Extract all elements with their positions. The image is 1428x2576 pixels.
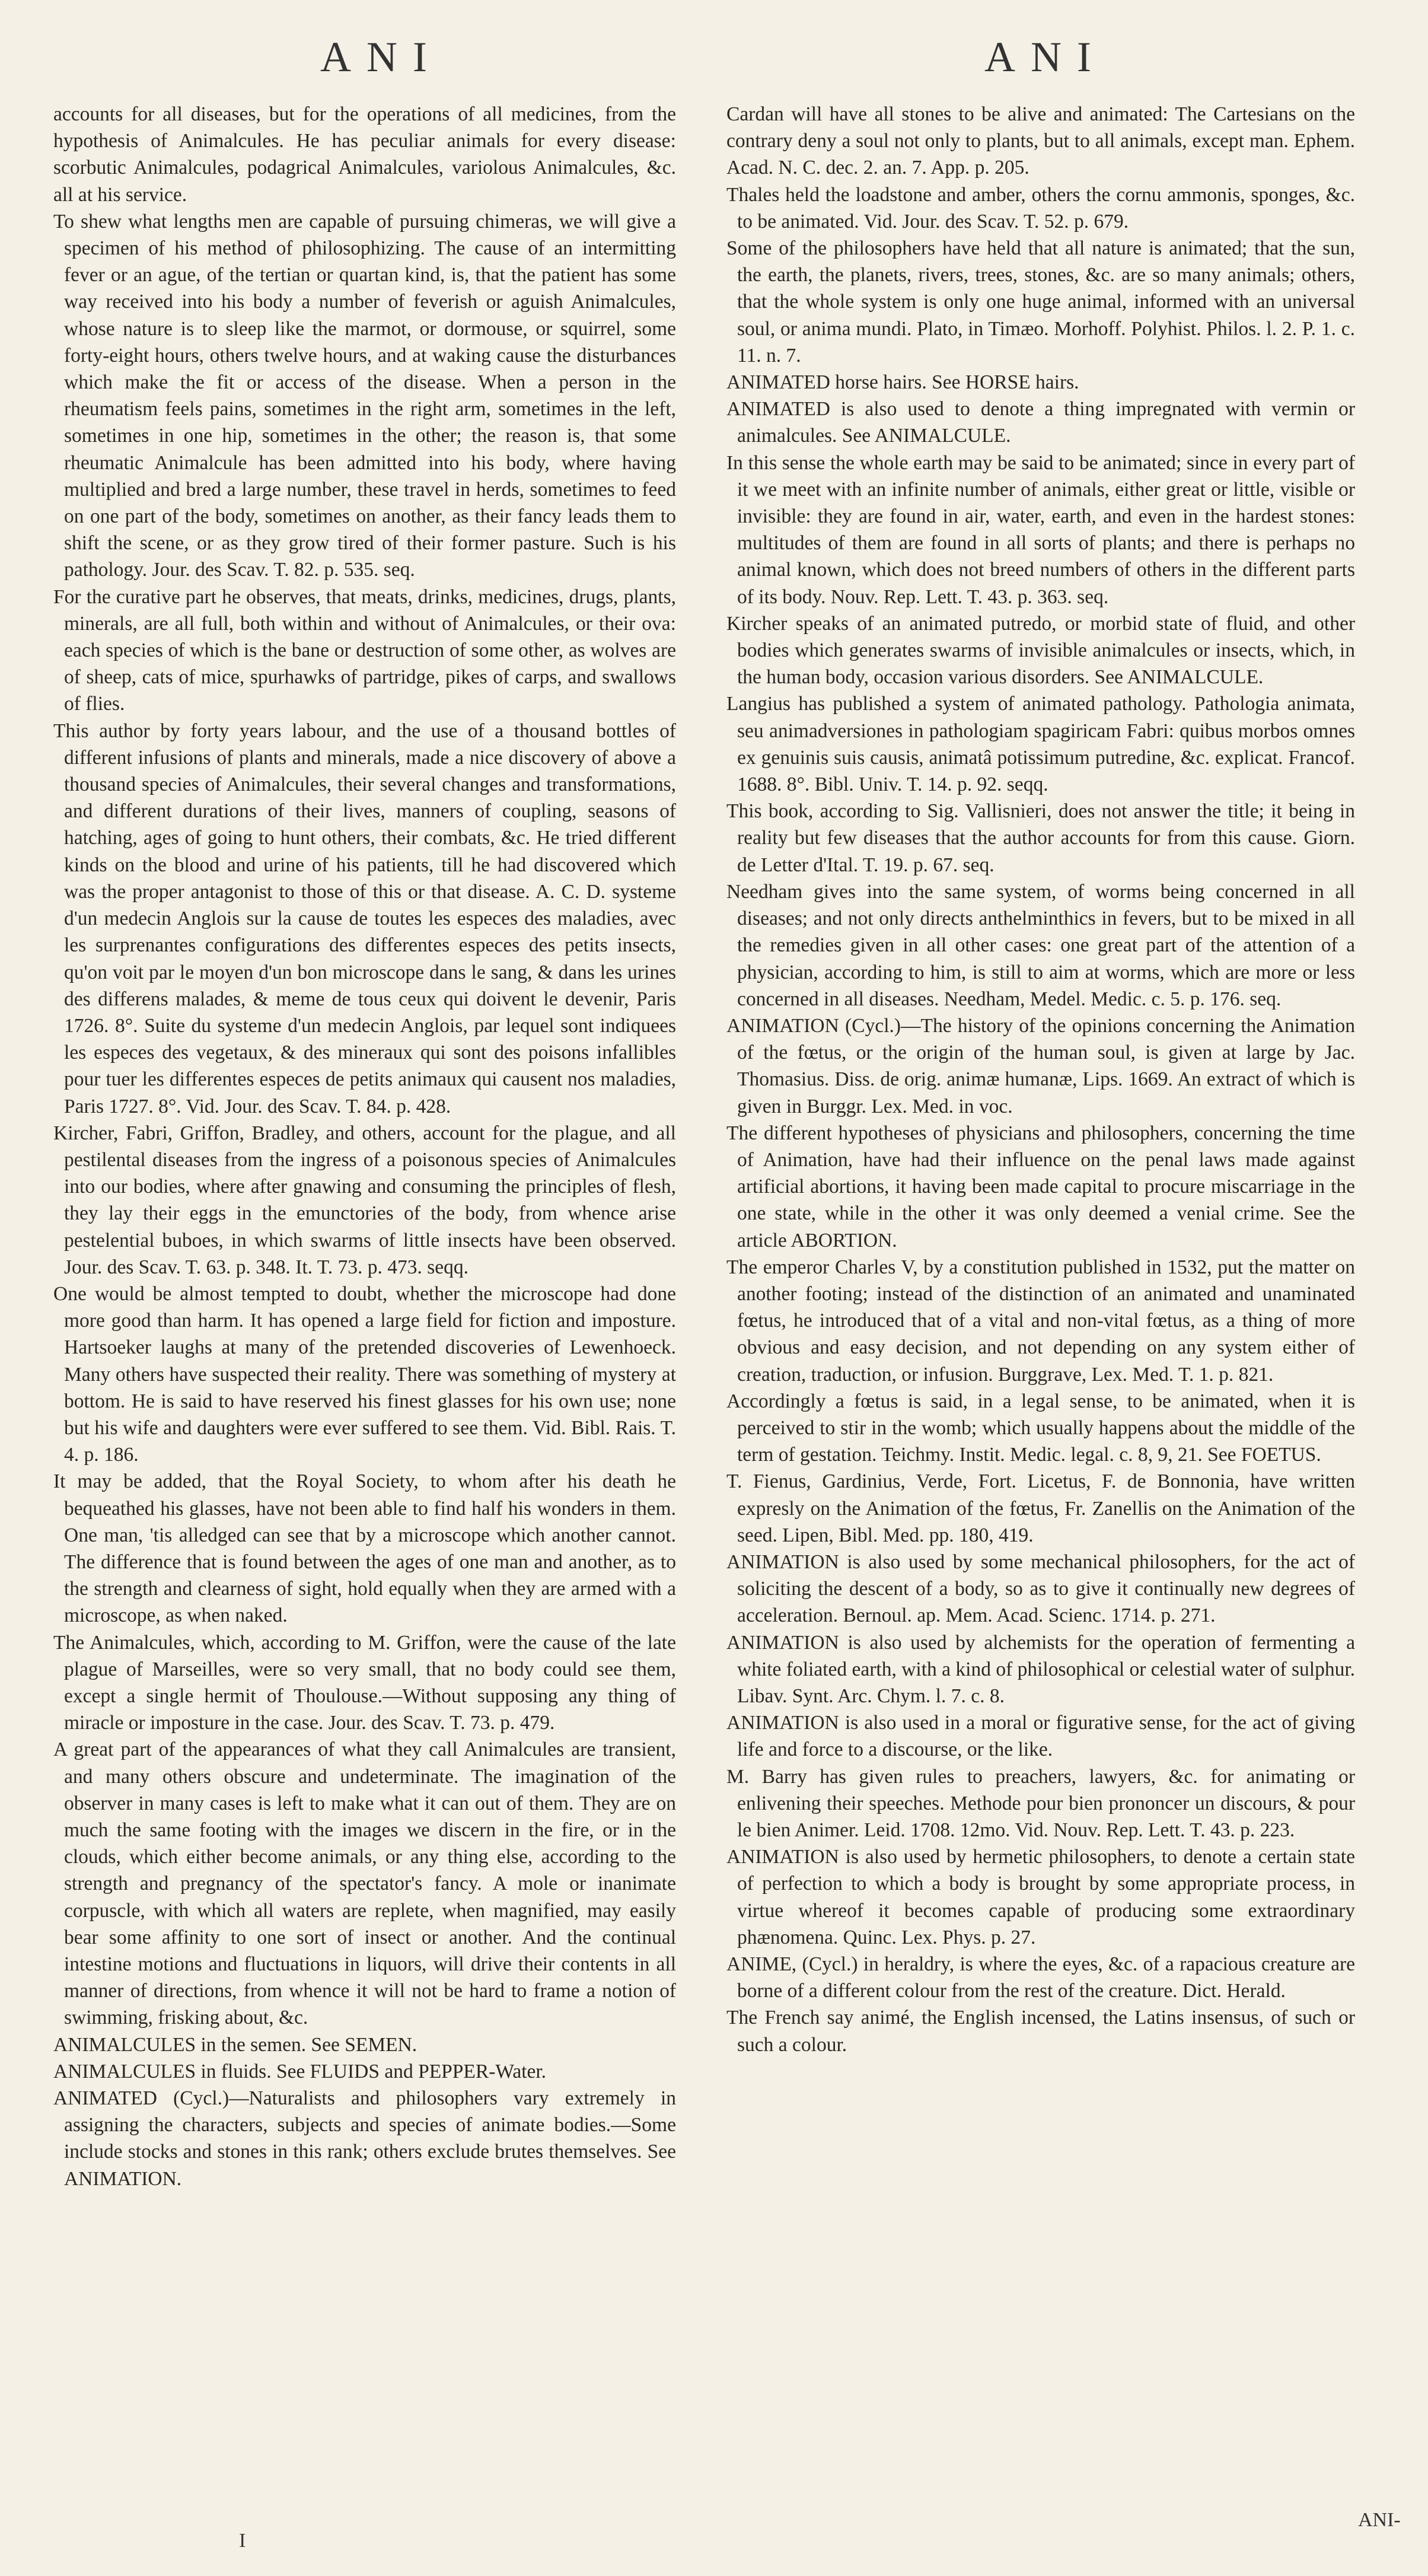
running-head-left: ANI xyxy=(320,33,442,81)
right-paragraph: The emperor Charles V, by a constitution published in 1532, put the matter on another footing; instead of the distinction of an animated and unaminated fœtus, he introduced that of a vital and non-vital fœtus, as a thing of more obvious and easy decision, and not depending on any system either of creation, traduction, or infusion. Burggrave, Lex. Med. T. 1. p. 821. xyxy=(726,1256,1355,1386)
right-entry: ANIMATION is also used by hermetic philosophers, to denote a certain state of perfection to which a body is brought by some appropriate process, in virtue whereof it becomes capable of producing some extraordinary phænomena. Quinc. Lex. Phys. p. 27. xyxy=(726,1846,1355,1948)
right-paragraph: Some of the philosophers have held that all nature is animated; that the sun, the earth, the planets, rivers, trees, stones, &c. are so many animals; others, that the whole system is only one huge animal, informed with an universal soul, or anima mundi. Plato, in Timæo. Morhoff. Polyhist. Philos. l. 2. P. 1. c. 11. n. 7. xyxy=(726,237,1355,367)
right-entry: ANIMATED horse hairs. See HORSE hairs. xyxy=(726,371,1079,394)
left-paragraph: To shew what lengths men are capable of pursuing chimeras, we will give a specimen of his method of philosophizing. The cause of an intermitting fever or an ague, of the tertian or quartan kind, is, that the patient has some way received into his body a number of feverish or aguish Animalcules, whose nature is to sleep like the marmot, or dormouse, or squirrel, some forty-eight hours, others twelve hours, and at waking cause the disturbances which make the fit or access of the disease. When a person in the rheumatism feels pains, sometimes in the right arm, sometimes in the left, sometimes in one hip, sometimes in the other; the reason is, that some rheumatic Animalcule has been admitted into his body, where having multiplied and bred a large number, these travel in herds, sometimes to feed on one part of the body, sometimes on another, as their fancy leads them to shift the scene, or as they grow tired of their former pasture. Such is his pathology. Jour. des Scav. T. 82. p. 535. seq. xyxy=(53,210,676,581)
left-paragraph: Kircher, Fabri, Griffon, Bradley, and others, account for the plague, and all pestilental diseases from the ingress of a poisonous species of Animalcules into our bodies, where after gnawing and consuming the principles of flesh, they lay their eggs in the emunctories of the body, from whence arise pestelential buboes, in which swarms of little insects have been observed. Jour. des Scav. T. 63. p. 348. It. T. 73. p. 473. seqq. xyxy=(53,1122,676,1278)
right-entry: ANIMATION is also used in a moral or figurative sense, for the act of giving life and force to a discourse, or the like. xyxy=(726,1712,1355,1761)
right-paragraph: In this sense the whole earth may be said to be animated; since in every part of it we meet with an infinite number of animals, either great or little, visible or invisible: they are found in air, water, earth, and even in the hardest stones: multitudes of them are found in all sorts of plants; and there is perhaps no animal known, which does not breed numbers of others in the different parts of its body. Nouv. Rep. Lett. T. 43. p. 363. seq. xyxy=(726,451,1355,608)
left-entry: ANIMATED (Cycl.)—Naturalists and philosophers vary extremely in assigning the characters, subjects and species of animate bodies.—Some include stocks and stones in this rank; others exclude brutes themselves. See ANIMATION. xyxy=(53,2087,676,2190)
left-entry: ANIMALCULES in the semen. See SEMEN. xyxy=(53,2033,417,2056)
right-paragraph: Accordingly a fœtus is said, in a legal sense, to be animated, when it is perceived to stir in the womb; which usually happens about the middle of the term of gestation. Teichmy. Instit. Medic. legal. c. 8, 9, 21. See FOETUS. xyxy=(726,1390,1355,1466)
right-paragraph: Needham gives into the same system, of worms being concerned in all diseases; and not only directs anthelminthics in fevers, but to be mixed in all the remedies given in all other cases: one great part of the attention of a physician, according to him, is still to aim at worms, which are more or less concerned in all diseases. Needham, Medel. Medic. c. 5. p. 176. seq. xyxy=(726,880,1355,1010)
right-paragraph: The different hypotheses of physicians and philosophers, concerning the time of Animation, have had their influence on the penal laws made against artificial abortions, it having been made capital to procure miscarriage in the one state, while in the other it was only deemed a venial crime. See the article ABORTION. xyxy=(726,1122,1355,1252)
right-paragraph: Thales held the loadstone and amber, others the cornu ammonis, sponges, &c. to be animated. Vid. Jour. des Scav. T. 52. p. 679. xyxy=(726,183,1355,233)
right-column xyxy=(726,101,1355,2058)
signature-mark: I xyxy=(239,2530,246,2552)
left-paragraph: A great part of the appearances of what they call Animalcules are transient, and many others obscure and undeterminate. The imagination of the observer in many cases is left to make what it can out of them. They are on much the same footing with the images we discern in the fire, or in the clouds, which either become animals, or any thing else, according to the strength and pregnancy of the spectator's fancy. A mole or inanimate corpuscle, with which all waters are replete, when magnified, may easily bear some affinity to one sort of insect or another. And the continual intestine motions and fluctuations in liquors, will drive their contents in all manner of directions, from whence it will not be hard to frame a notion of swimming, frisking about, &c. xyxy=(53,1738,676,2029)
right-entry: ANIMATION (Cycl.)—The history of the opinions concerning the Animation of the fœtus, or the origin of the human soul, is given at large by Jac. Thomasius. Diss. de orig. animæ humanæ, Lips. 1669. An extract of which is given in Burggr. Lex. Med. in voc. xyxy=(726,1014,1355,1117)
right-paragraph: Langius has published a system of animated pathology. Pathologia animata, seu animadversiones in pathologiam spagiricam Fabri: quibus morbos omnes ex genuinis suis causis, animatâ potissimum putredine, &c. explicat. Francof. 1688. 8°. Bibl. Univ. T. 14. p. 92. seqq. xyxy=(726,693,1355,796)
left-paragraph: It may be added, that the Royal Society, to whom after his death he bequeathed his glasses, have not been able to find half his wonders in them. One man, 'tis alledged can see that by a microscope which another cannot. The difference that is found between the ages of one man and another, as to the strength and clearness of sight, hold equally when they are armed with a microscope, as when naked. xyxy=(53,1470,676,1627)
right-paragraph: Kircher speaks of an animated putredo, or morbid state of fluid, and other bodies which generates swarms of invisible animalcules or insects, which, in the human body, occasion various disorders. See ANIMALCULE. xyxy=(726,612,1355,689)
right-paragraph: M. Barry has given rules to preachers, lawyers, &c. for animating or enlivening their speeches. Methode pour bien prononcer un discours, & pour le bien Animer. Leid. 1708. 12mo. Vid. Nouv. Rep. Lett. T. 43. p. 223. xyxy=(726,1765,1355,1841)
right-paragraph: The French say animé, the English incensed, the Latins insensus, of such or such a colour. xyxy=(726,2007,1355,2056)
right-paragraph: This book, according to Sig. Vallisnieri, does not answer the title; it being in reality but few diseases that the author accounts for from this cause. Giorn. de Letter d'Ital. T. 19. p. 67. seq. xyxy=(726,800,1355,876)
right-entry: ANIME, (Cycl.) in heraldry, is where the eyes, &c. of a rapacious creature are borne of a different colour from the rest of the creature. Dict. Herald. xyxy=(726,1953,1355,2002)
left-paragraph: This author by forty years labour, and the use of a thousand bottles of different infusions of plants and minerals, made a nice discovery of above a thousand species of Animalcules, their several changes and transformations, and different durations of their lives, manners of coupling, seasons of hatching, ages of going to hunt others, their combats, &c. He tried different kinds on the blood and urine of his patients, till he had discovered which was the proper antagonist to those of this or that disease. A. C. D. systeme d'un medecin Anglois sur la cause de toutes les especes des maladies, avec les surprenantes configurations des differentes especes des petits insects, qu'on voit par le moyen d'un bon microscope dans le sang, & dans les urines des differens malades, & meme de tous ceux qui doivent le devenir, Paris 1726. 8°. Suite du systeme d'un medecin Anglois, par lequel sont indiquees les especes des vegetaux, & des mineraux qui sont des poisons infallibles pour tuer les differentes especes de petits animaux qui causent nos maladies, Paris 1727. 8°. Vid. Jour. des Scav. T. 84. p. 428. xyxy=(53,719,676,1117)
left-paragraph: accounts for all diseases, but for the operations of all medicines, from the hypothesis of Animalcules. He has peculiar animals for every disease: scorbutic Animalcules, podagrical Animalcules, variolous Animalcules, &c. all at his service. xyxy=(53,103,676,206)
left-entry: ANIMALCULES in fluids. See FLUIDS and PEPPER-Water. xyxy=(53,2060,547,2083)
left-paragraph: One would be almost tempted to doubt, whether the microscope had done more good than harm. It has opened a large field for fiction and imposture. Hartsoeker laughs at many of the pretended discoveries of Lewenhoeck. Many others have suspected their reality. There was something of mystery at bottom. He is said to have reserved his finest glasses for his own use; none but his wife and daughters were ever suffered to see them. Vid. Bibl. Rais. T. 4. p. 186. xyxy=(53,1282,676,1466)
right-entry: ANIMATION is also used by some mechanical philosophers, for the act of soliciting the descent of a body, so as to give it continually new degrees of acceleration. Bernoul. ap. Mem. Acad. Scienc. 1714. p. 271. xyxy=(726,1550,1355,1627)
left-paragraph: The Animalcules, which, according to M. Griffon, were the cause of the late plague of Marseilles, were so very small, that no body could see them, except a single hermit of Thoulouse.—Without supposing any thing of miracle or imposture in the case. Jour. des Scav. T. 73. p. 479. xyxy=(53,1631,676,1734)
right-paragraph: Cardan will have all stones to be alive and animated: The Cartesians on the contrary deny a soul not only to plants, but to all animals, except man. Ephem. Acad. N. C. dec. 2. an. 7. App. p. 205. xyxy=(726,103,1355,179)
catchword: ANI- xyxy=(1358,2509,1401,2531)
left-paragraph: For the curative part he observes, that meats, drinks, medicines, drugs, plants, minerals, are all full, both within and without of Animalcules, or their ova: each species of which is the bane or destruction of some other, as wolves are of sheep, cats of mice, spurhawks of partridge, pikes of carps, and swallows of flies. xyxy=(53,585,676,715)
left-column xyxy=(53,101,676,2192)
right-entry: ANIMATED is also used to denote a thing impregnated with vermin or animalcules. See ANIMALCULE. xyxy=(726,398,1355,447)
right-entry: ANIMATION is also used by alchemists for the operation of fermenting a white foliated earth, with a kind of philosophical or celestial water of sulphur. Libav. Synt. Arc. Chym. l. 7. c. 8. xyxy=(726,1631,1355,1707)
running-head-right: ANI xyxy=(984,33,1107,81)
right-paragraph: T. Fienus, Gardinius, Verde, Fort. Licetus, F. de Bonnonia, have written expresly on the Animation of the fœtus, Fr. Zanellis on the Animation of the seed. Lipen, Bibl. Med. pp. 180, 419. xyxy=(726,1470,1355,1546)
